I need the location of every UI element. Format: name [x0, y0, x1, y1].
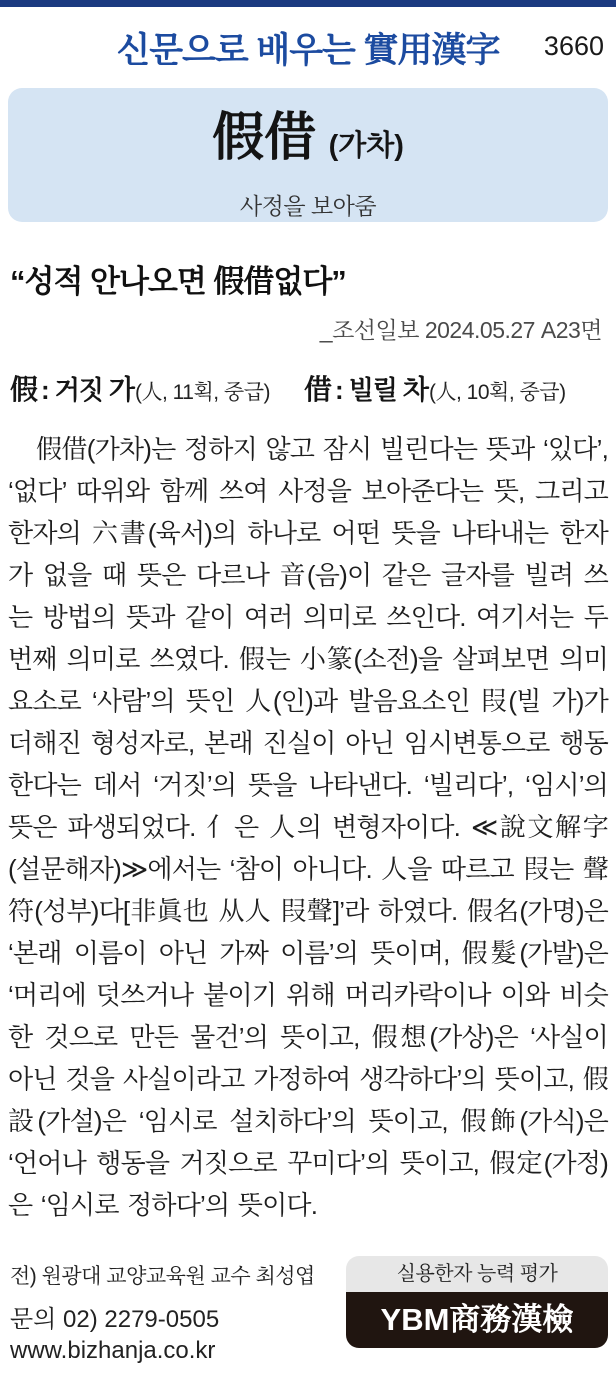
author-line: 전) 원광대 교양교육원 교수 최성엽	[10, 1265, 315, 1288]
definition-cha-colon: :	[335, 375, 344, 405]
definition-ga-colon: :	[41, 375, 50, 405]
contact-phone-line: 문의 02) 2279-0505	[10, 1306, 220, 1333]
ybm-exam-badge	[346, 1256, 608, 1348]
headline-quote: “성적 안나오면 假借없다”	[10, 264, 346, 299]
body-paragraph: 假借(가차)는 정하지 않고 잠시 빌린다는 뜻과 ‘있다’, ‘없다’ 따위와 함께 쓰여 사정을 보아준다는 뜻, 그리고 한자의 六書(육서)의 하나로 어떤 뜻을 나타내는 한자가 없을 때 뜻은 다르나 音(음)이 같은 글자를 빌려 쓰는 방법의 뜻과 같이 여러 의미로 쓰인다. 여기서는 두 번째 의미로 쓰였다. 假는 小篆(소전)을 살펴보면 의미요소로 ‘사람’의 뜻인 人(인)과 발음요소인 叚(빌 가)가 더해진 형성자로, 본래 진실이 아닌 임시변통으로 행동한다는 데서 ‘거짓’의 뜻을 나타낸다. ‘빌리다’, ‘임시’의 뜻은 파생되었다. 亻은 人의 변형자이다. ≪說文解字(설문해자)≫에서는 ‘참이 아니다. 人을 따르고 叚는 聲符(성부)다[非眞也 从人 叚聲]’라 하였다. 假名(가명)은 ‘본래 이름이 아닌 가짜 이름’의 뜻이며, 假髮(가발)은 ‘머리에 덧쓰거나 붙이기 위해 머리카락이나 이와 비슷한 것으로 만든 물건’의 뜻이고, 假想(가상)은 ‘사실이 아닌 것을 사실이라고 가정하여 생각하다’의 뜻이고, 假設(가설)은 ‘임시로 설치하다’의 뜻이고, 假飾(가식)은 ‘언어나 행동을 거짓으로 꾸미다’의 뜻이고, 假定(가정)은 ‘임시로 정하다’의 뜻이다.	[8, 434, 608, 1220]
definition-cha-reading: 차	[402, 375, 430, 405]
definition-ga-detail: (人, 11획, 중급)	[135, 381, 270, 404]
definition-cha-gloss: 빌릴	[348, 375, 397, 405]
footer-contact-block	[10, 1256, 315, 1365]
badge-top-label: 실용한자 능력 평가	[346, 1256, 608, 1292]
definition-ga-hanja: 假	[10, 374, 39, 405]
top-divider-bar	[0, 0, 616, 7]
definition-ga	[10, 374, 270, 405]
definition-cha-hanja: 借	[304, 374, 333, 405]
badge-logo-label: YBM商務漢檢	[346, 1292, 608, 1348]
website-url: www.bizhanja.co.kr	[10, 1337, 216, 1364]
definition-ga-reading: 가	[108, 375, 136, 405]
definition-cha	[304, 374, 566, 405]
word-reading: (가차)	[328, 130, 404, 162]
word-meaning: 사정을 보아줌	[239, 193, 377, 219]
footer	[10, 1256, 608, 1365]
character-definitions	[10, 368, 610, 408]
word-card	[8, 88, 608, 222]
header	[0, 7, 616, 87]
page-title: 신문으로 배우는 實用漢字	[116, 31, 500, 70]
word-hanja: 假借	[212, 110, 317, 167]
definition-cha-detail: (人, 10획, 중급)	[429, 381, 566, 404]
issue-number: 3660	[543, 31, 604, 61]
definition-ga-gloss: 거짓	[54, 375, 103, 405]
word-line	[8, 110, 608, 180]
headline-source: _조선일보 2024.05.27 A23면	[319, 317, 602, 343]
